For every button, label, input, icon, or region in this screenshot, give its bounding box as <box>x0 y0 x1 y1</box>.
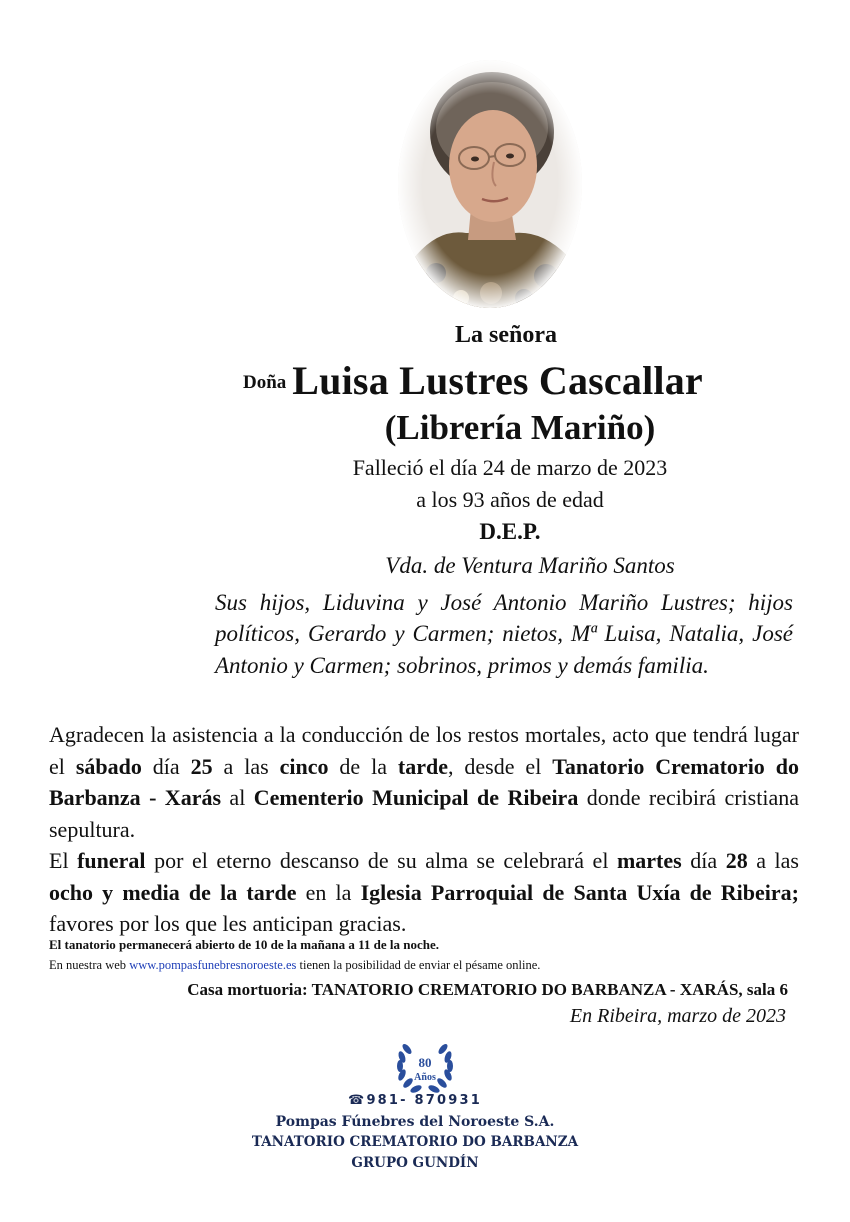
p2-text: El <box>49 848 78 873</box>
group-name: GRUPO GUNDÍN <box>351 1155 479 1171</box>
place-date: En Ribeira, marzo de 2023 <box>569 1005 786 1027</box>
p1-text: Agradecen la asistencia a la conducción de los restos mortales, acto que tendrá lugar el <box>49 722 799 779</box>
death-date: Falleció el día 24 de marzo de 2023 <box>352 455 668 480</box>
web-note <box>49 958 540 973</box>
p1-text: día <box>141 753 191 779</box>
anniversary-logo <box>387 1035 463 1099</box>
phone-number: 981- 870931 <box>366 1093 482 1108</box>
web-note-prefix: En nuestra web <box>49 958 130 972</box>
p2-text: favores por los que les anticipan gracias. <box>49 911 407 936</box>
p2-date: 28 <box>725 848 748 873</box>
p1-text: al <box>221 785 254 810</box>
funeral-home-value: TANATORIO CREMATORIO DO BARBANZA - XARÁS, sala 6 <box>307 980 788 999</box>
opening-hours-note: El tanatorio permanecerá abierto de 10 de la mañana a 11 de la noche. <box>49 937 439 952</box>
p2-time: ocho y media de la tarde <box>49 879 297 905</box>
p1-cemetery: Cementerio Municipal de Ribeira <box>253 785 579 810</box>
phone-icon: ☎ <box>348 1093 367 1108</box>
p1-origin: Tanatorio Crematorio do Barbanza - Xarás <box>49 753 799 810</box>
p1-text: de la <box>328 753 398 779</box>
p1-day: sábado <box>75 753 142 779</box>
p1-text: a las <box>212 753 280 779</box>
logo-number: 80 <box>418 1055 432 1070</box>
logo-word: Años <box>414 1072 436 1083</box>
funeral-home-label: Casa mortuoria: <box>187 980 308 999</box>
honorific: La señora <box>455 322 557 348</box>
p2-text: por el eterno descanso de su alma se celebrará el <box>145 848 617 873</box>
p2-text: a las <box>747 848 799 873</box>
deceased-name: Luisa Lustres Cascallar <box>292 358 703 403</box>
p2-day: martes <box>616 848 682 873</box>
tanatorio-name: TANATORIO CREMATORIO DO BARBANZA <box>251 1134 579 1150</box>
p2-text: en la <box>296 879 361 905</box>
p1-text: donde recibirá cristiana sepultura. <box>49 785 799 842</box>
title-prefix: Doña <box>243 372 287 393</box>
company-name: Pompas Fúnebres del Noroeste S.A. <box>275 1114 555 1130</box>
phone-line <box>300 1093 530 1108</box>
p1-hour: cinco <box>279 753 329 779</box>
relatives-text: Sus hijos, Liduvina y José Antonio Mariño Lustres; hijos políticos, Gerardo y Carmen; nietos, Mª Luisa, Natalia, José Antonio y Carmen; sobrinos, primos y demás familia. <box>215 590 793 678</box>
portrait-photo <box>396 58 584 310</box>
age-line: a los 93 años de edad <box>416 487 604 512</box>
p1-date: 25 <box>190 753 213 779</box>
widow-line: Vda. de Ventura Mariño Santos <box>385 553 675 578</box>
deceased-nickname: (Librería Mariño) <box>384 408 656 447</box>
web-note-suffix: tienen la posibilidad de enviar el pésame online. <box>296 958 541 972</box>
p2-funeral: funeral <box>77 848 146 873</box>
website-link[interactable]: www.pompasfunebresnoroeste.es <box>129 958 297 972</box>
burial-paragraph <box>49 719 799 845</box>
funeral-paragraph <box>49 845 799 940</box>
family-relatives <box>193 587 793 681</box>
p1-text: , desde el <box>447 753 553 779</box>
p2-church: Iglesia Parroquial de Santa Uxía de Ribeira; <box>360 879 799 905</box>
name-line <box>243 357 803 404</box>
p2-text: día <box>681 848 726 873</box>
p1-period: tarde <box>397 753 448 779</box>
dep-line: D.E.P. <box>479 519 541 544</box>
funeral-home-line <box>68 980 788 1000</box>
